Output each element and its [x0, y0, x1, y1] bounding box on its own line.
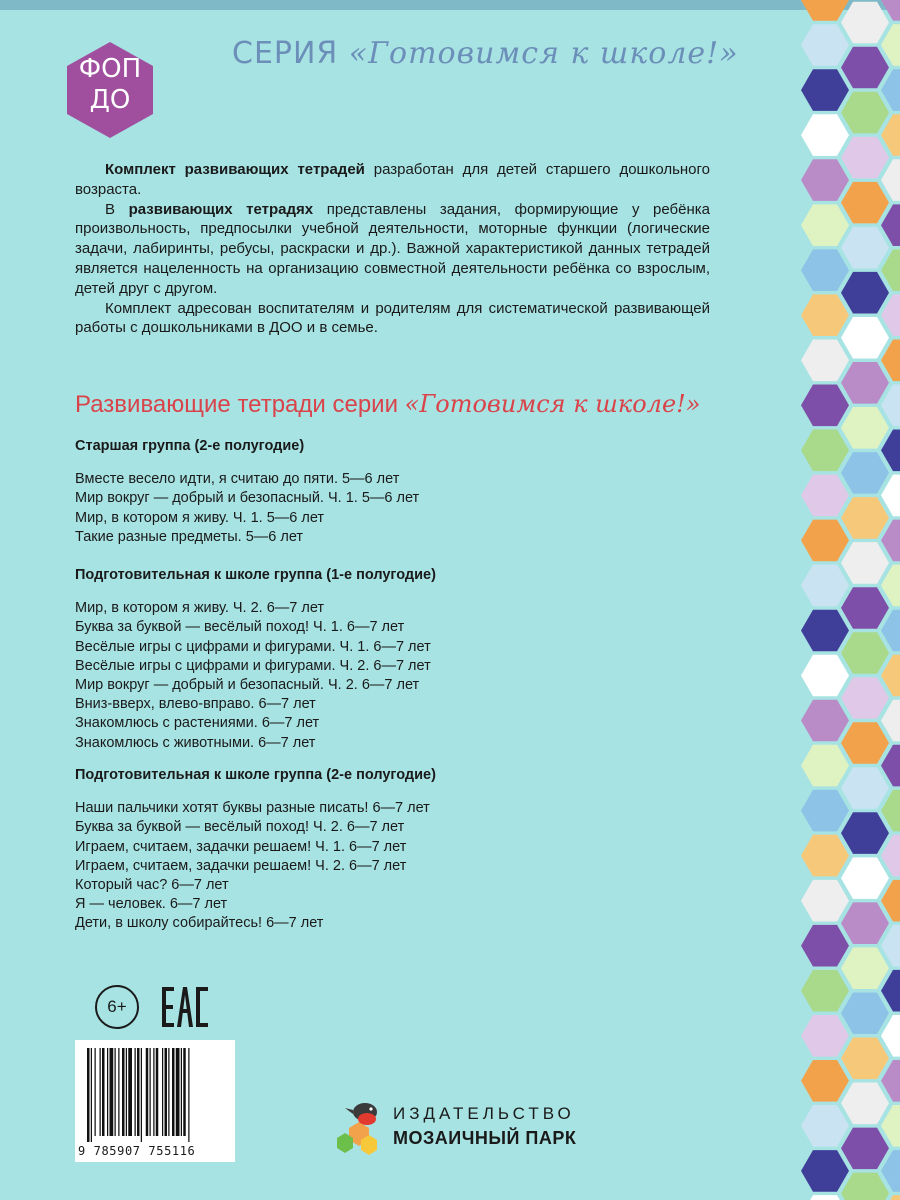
mosaic-hexagon: [841, 272, 889, 314]
section-series-name: «Готовимся к школе!»: [404, 390, 701, 418]
list-item: Мир вокруг — добрый и безопасный. Ч. 2. 6—7 лет: [75, 677, 420, 694]
mosaic-hexagon: [841, 227, 889, 269]
mosaic-hexagon: [841, 2, 889, 44]
mosaic-hexagon: [841, 587, 889, 629]
list-item: Который час? 6—7 лет: [75, 877, 229, 894]
series-prefix: СЕРИЯ: [232, 36, 339, 71]
list-item: Играем, считаем, задачки решаем! Ч. 1. 6—7 лет: [75, 838, 407, 855]
mosaic-hexagon: [801, 835, 849, 877]
mosaic-hexagon: [841, 1173, 889, 1200]
mosaic-hexagon: [801, 385, 849, 427]
list-item: Буква за буквой — весёлый поход! Ч. 1. 6—7 лет: [75, 619, 405, 636]
mosaic-hexagon: [841, 902, 889, 944]
intro-p2-rest: представлены задания, формирующие у ребёнка произвольность, предпосылки учебной деятельности, моторные функции (логические задачи, лабиринты, ребусы, раскраски и др.). Важной характеристикой данных тетрадей является нацеленность на организацию совместной деятельности ребёнка со взрослым, детей друг с другом.: [75, 200, 711, 297]
mosaic-hexagon: [801, 69, 849, 111]
mosaic-hexagon: [801, 249, 849, 291]
mosaic-hexagon: [841, 137, 889, 179]
mosaic-hexagon: [801, 700, 849, 742]
series-name: «Готовимся к школе!»: [348, 36, 739, 71]
publisher-name: МОЗАИЧНЫЙ ПАРК: [393, 1128, 577, 1148]
group-senior: [75, 437, 715, 547]
list-item: Такие разные предметы. 5—6 лет: [75, 528, 304, 545]
list-item: Весёлые игры с цифрами и фигурами. Ч. 2. 6—7 лет: [75, 657, 431, 674]
mosaic-hexagon: [841, 993, 889, 1035]
intro-p2-bold: развивающих тетрадях: [128, 200, 314, 218]
list-item: Буква за буквой — весёлый поход! Ч. 2. 6—7 лет: [75, 819, 405, 836]
mosaic-hexagon: [841, 857, 889, 899]
mosaic-hexagon: [801, 0, 849, 21]
mosaic-hexagon: [801, 1195, 849, 1200]
group-title: Старшая группа (2-е полугодие): [75, 438, 305, 454]
mosaic-hexagon: [841, 182, 889, 224]
intro-p2-start: В: [105, 200, 129, 218]
mosaic-hexagon: [801, 1105, 849, 1147]
mosaic-hexagon: [801, 880, 849, 922]
list-item: Мир, в котором я живу. Ч. 2. 6—7 лет: [75, 600, 325, 617]
mosaic-hexagon: [801, 655, 849, 697]
mosaic-hexagon: [801, 24, 849, 66]
mosaic-hexagon: [841, 92, 889, 134]
mosaic-hexagon: [841, 767, 889, 809]
mosaic-hexagon: [801, 1060, 849, 1102]
intro-paragraph-3: Комплект адресован воспитателям и родителям для систематической развивающей работы с дошкольниками в ДОО и в семье.: [75, 299, 710, 337]
top-band: [0, 0, 900, 10]
fop-line: ФОП: [78, 54, 142, 84]
group-title: Подготовительная к школе группа (2-е полугодие): [75, 767, 436, 783]
intro-p1-bold: Комплект развивающих тетрадей: [105, 161, 365, 178]
barcode: [75, 1040, 235, 1162]
mosaic-hexagon: [801, 565, 849, 607]
mosaic-hexagon: [801, 790, 849, 832]
list-item: Наши пальчики хотят буквы разные писать! 6—7 лет: [75, 800, 430, 817]
mosaic-hexagon: [841, 722, 889, 764]
barcode-digits: 9 785907 755116: [78, 1144, 196, 1158]
mosaic-hexagon: [801, 745, 849, 787]
mosaic-hexagon: [801, 114, 849, 156]
mosaic-hexagon: [801, 1015, 849, 1057]
publisher-label: ИЗДАТЕЛЬСТВО: [393, 1104, 575, 1123]
list-item: Дети, в школу собирайтесь! 6—7 лет: [75, 915, 324, 932]
publisher-logo: [335, 1100, 595, 1160]
mosaic-hexagon: [801, 610, 849, 652]
group-preparatory-second-half: [75, 766, 715, 934]
mosaic-hexagon: [801, 925, 849, 967]
mosaic-hexagon: [841, 362, 889, 404]
mosaic-hexagon: [841, 542, 889, 584]
mosaic-hexagon: [801, 340, 849, 382]
list-item: Я — человек. 6—7 лет: [75, 896, 228, 913]
mosaic-hexagon: [841, 1038, 889, 1080]
list-item: Мир, в котором я живу. Ч. 1. 5—6 лет: [75, 509, 325, 526]
mosaic-hexagon: [841, 1083, 889, 1125]
mosaic-hexagon: [841, 317, 889, 359]
bullfinch-icon: [335, 1100, 383, 1158]
list-item: Знакомлюсь с животными. 6—7 лет: [75, 734, 316, 751]
mosaic-hexagon: [801, 520, 849, 562]
mosaic-hexagon: [841, 407, 889, 449]
list-item: Играем, считаем, задачки решаем! Ч. 2. 6—7 лет: [75, 857, 407, 874]
mosaic-hexagon: [841, 452, 889, 494]
mosaic-hexagon: [801, 430, 849, 472]
list-item: Мир вокруг — добрый и безопасный. Ч. 1. 5—6 лет: [75, 490, 420, 507]
section-prefix: Развивающие тетради серии: [75, 391, 398, 418]
mosaic-hexagon: [801, 970, 849, 1012]
age-rating-badge: 6+: [95, 985, 139, 1029]
barcode-bars: [75, 1040, 235, 1144]
mosaic-hexagon: [841, 947, 889, 989]
section-heading: [75, 390, 700, 419]
eac-certification-mark: [160, 985, 210, 1029]
series-title: [232, 36, 739, 71]
mosaic-hexagon: [841, 47, 889, 89]
mosaic-hexagon: [841, 1128, 889, 1170]
group-preparatory-first-half: [75, 566, 715, 753]
intro-p1-rest: разработан для детей старшего дошкольного возраста.: [75, 161, 711, 198]
hexagon-mosaic-decoration: [795, 0, 900, 1200]
mosaic-hexagon: [801, 204, 849, 246]
mosaic-hexagon: [841, 632, 889, 674]
mosaic-hexagon: [841, 812, 889, 854]
list-item: Вместе весело идти, я считаю до пяти. 5—6 лет: [75, 471, 400, 488]
mosaic-hexagon: [801, 475, 849, 517]
list-item: Знакомлюсь с растениями. 6—7 лет: [75, 715, 320, 732]
do-line: ДО: [89, 85, 131, 115]
mosaic-hexagon: [841, 497, 889, 539]
mosaic-hexagon: [801, 294, 849, 336]
intro-paragraph-1: [75, 160, 710, 200]
intro-paragraph-2: [75, 200, 710, 299]
mosaic-hexagon: [801, 159, 849, 201]
mosaic-hexagon: [801, 1150, 849, 1192]
mosaic-hexagon: [841, 677, 889, 719]
group-title: Подготовительная к школе группа (1-е полугодие): [75, 567, 436, 583]
list-item: Вниз-вверх, влево-вправо. 6—7 лет: [75, 696, 316, 713]
intro-text: [75, 160, 710, 338]
fop-do-badge-label: [60, 54, 160, 116]
list-item: Весёлые игры с цифрами и фигурами. Ч. 1. 6—7 лет: [75, 638, 431, 655]
